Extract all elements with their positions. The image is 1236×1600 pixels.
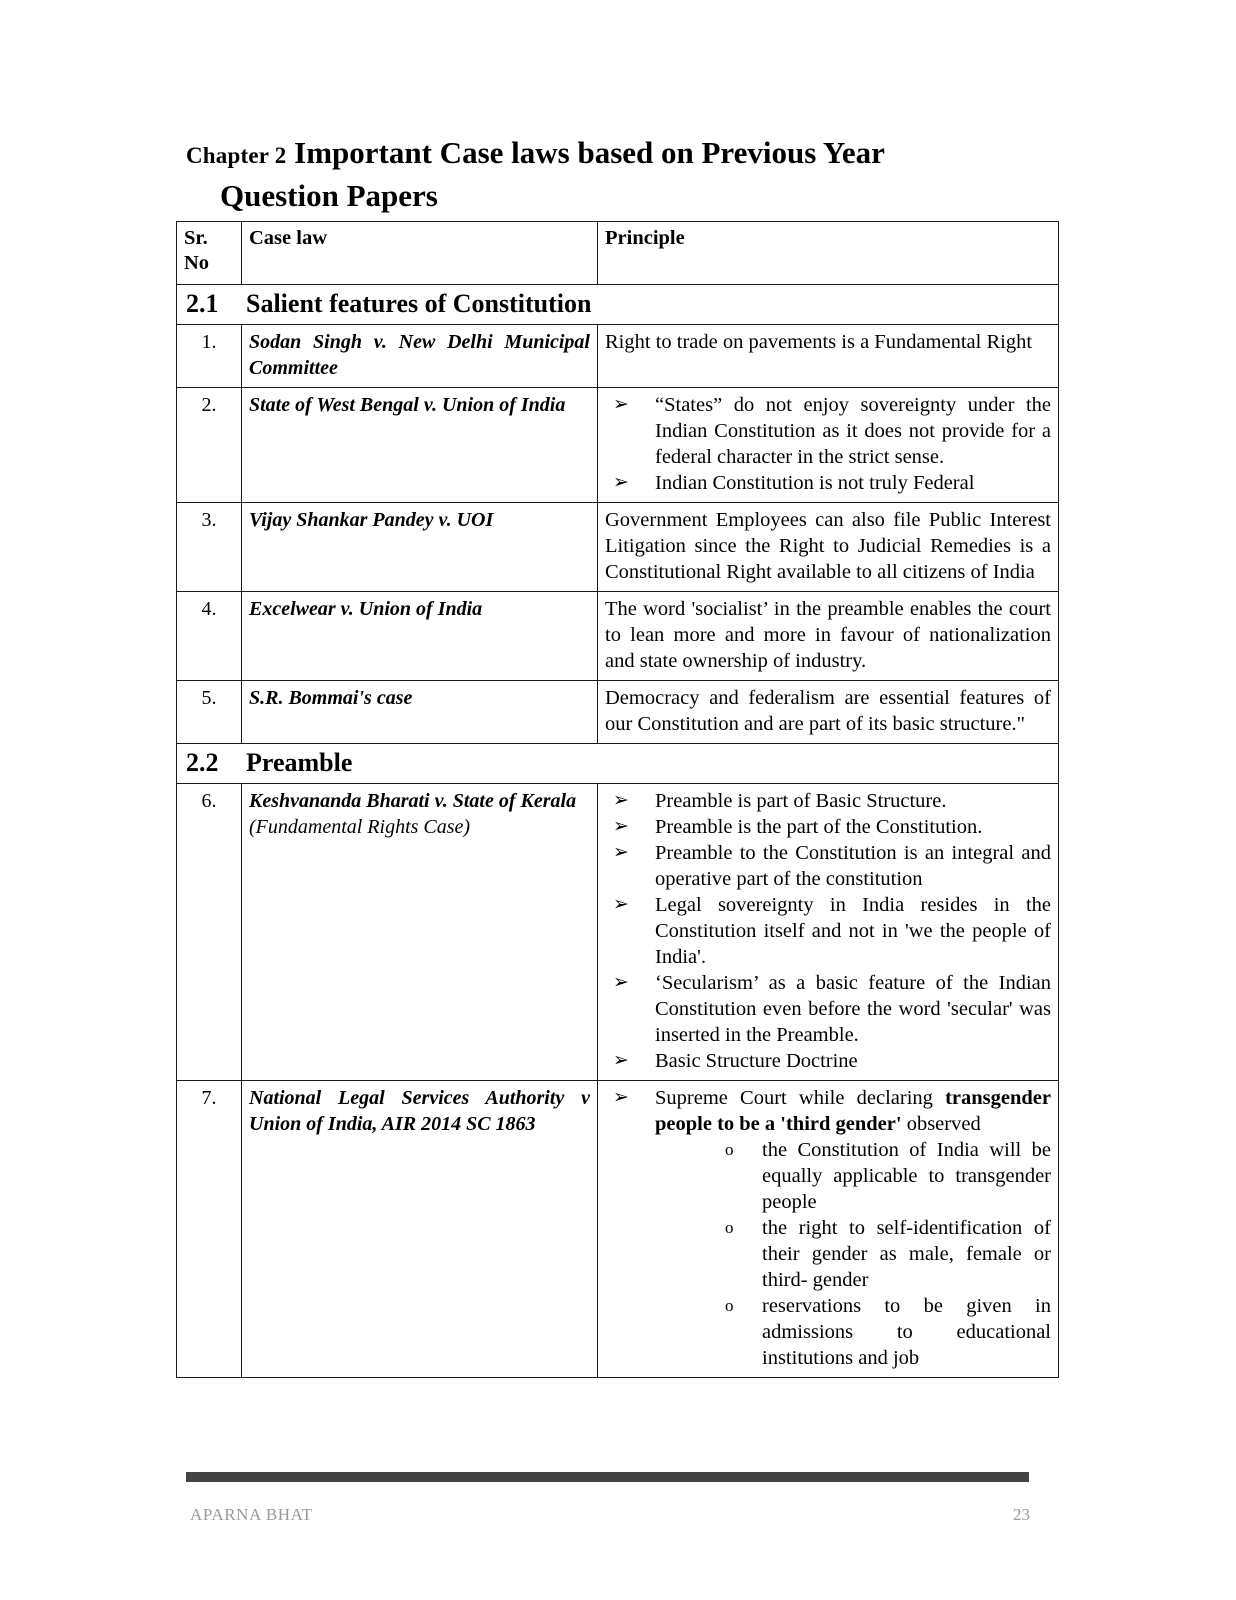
bullet-text: Preamble to the Constitution is an integral and operative part of the constitution xyxy=(655,842,1051,890)
bullet-item xyxy=(605,1085,1051,1371)
arrow-bullet-icon: ➢ xyxy=(613,790,629,811)
table-row xyxy=(177,503,1059,592)
bullet-item xyxy=(605,788,1051,814)
arrow-bullet-icon: ➢ xyxy=(613,842,629,863)
bullet-text: ‘Secularism’ as a basic feature of the Indian Constitution even before the word 'secular' was inserted in the Preamble. xyxy=(655,972,1051,1046)
bullet-item xyxy=(605,892,1051,970)
circle-bullet-icon: o xyxy=(725,1218,734,1237)
chapter-title-line2: Question Papers xyxy=(220,178,438,213)
column-header-case-law: Case law xyxy=(242,222,598,285)
row-principle xyxy=(598,681,1059,744)
section-heading-2-2 xyxy=(177,744,1059,784)
section-title: Preamble xyxy=(246,748,353,777)
table-body xyxy=(177,222,1059,1378)
section-number: 2.1 xyxy=(186,289,219,318)
bullet-lead-suffix: observed xyxy=(901,1113,981,1135)
bullet-item xyxy=(605,970,1051,1048)
principle-sub-bullet-list xyxy=(655,1137,1051,1371)
footer-author: APARNA BHAT xyxy=(190,1505,313,1524)
table-header-row xyxy=(177,222,1059,285)
section-number: 2.2 xyxy=(186,748,219,777)
chapter-heading xyxy=(186,133,1058,176)
arrow-bullet-icon: ➢ xyxy=(613,1087,629,1108)
row-serial-number: 6. xyxy=(177,784,242,1081)
section-heading-row xyxy=(177,285,1059,325)
case-law-title: Keshvananda Bharati v. State of Kerala xyxy=(249,790,577,812)
row-principle xyxy=(598,388,1059,503)
principle-bullet-list xyxy=(605,1085,1051,1371)
principle-text: Right to trade on pavements is a Fundamental Right xyxy=(605,331,1033,353)
sub-bullet-text: the Constitution of India will be equally applicable to transgender people xyxy=(762,1139,1051,1213)
bullet-item xyxy=(605,470,1051,496)
principle-text: Democracy and federalism are essential features of our Constitution and are part of its basic structure." xyxy=(605,687,1051,735)
bullet-text: Preamble is part of Basic Structure. xyxy=(655,790,947,812)
bullet-text: “States” do not enjoy sovereignty under the Indian Constitution as it does not provide for a federal character in the strict sense. xyxy=(655,394,1051,468)
table-row xyxy=(177,681,1059,744)
row-case-law: National Legal Services Authority v Union of India, AIR 2014 SC 1863 xyxy=(242,1081,598,1378)
sr-no-line1: Sr. xyxy=(184,227,208,249)
principle-bullet-list xyxy=(605,788,1051,1074)
table-row xyxy=(177,592,1059,681)
circle-bullet-icon: o xyxy=(725,1140,734,1159)
table-row xyxy=(177,784,1059,1081)
row-serial-number: 7. xyxy=(177,1081,242,1378)
arrow-bullet-icon: ➢ xyxy=(613,972,629,993)
column-header-principle: Principle xyxy=(598,222,1059,285)
sub-bullet-text: reservations to be given in admissions to educational institutions and job xyxy=(762,1295,1051,1369)
row-serial-number: 4. xyxy=(177,592,242,681)
arrow-bullet-icon: ➢ xyxy=(613,1050,629,1071)
sub-bullet-text: the right to self-identification of their gender as male, female or third- gender xyxy=(762,1217,1051,1291)
row-principle xyxy=(598,503,1059,592)
row-case-law: Sodan Singh v. New Delhi Municipal Committee xyxy=(242,325,598,388)
principle-bullet-list xyxy=(605,392,1051,496)
footer-rule xyxy=(186,1472,1029,1482)
table-row xyxy=(177,1081,1059,1378)
section-heading-2-1 xyxy=(177,285,1059,325)
chapter-title-line1: Important Case laws based on Previous Year xyxy=(294,135,885,170)
section-title: Salient features of Constitution xyxy=(246,289,592,318)
bullet-lead-prefix: Supreme Court while declaring xyxy=(655,1087,946,1109)
column-header-sr-no xyxy=(177,222,242,285)
circle-bullet-icon: o xyxy=(725,1296,734,1315)
row-principle xyxy=(598,592,1059,681)
bullet-text: Preamble is the part of the Constitution. xyxy=(655,816,983,838)
arrow-bullet-icon: ➢ xyxy=(613,394,629,415)
bullet-item xyxy=(605,840,1051,892)
bullet-item xyxy=(605,814,1051,840)
sub-bullet-item xyxy=(720,1215,1051,1293)
arrow-bullet-icon: ➢ xyxy=(613,894,629,915)
row-serial-number: 3. xyxy=(177,503,242,592)
bullet-lead-bold: transgender people to be a 'third gender' xyxy=(655,1087,1051,1135)
row-case-law: Vijay Shankar Pandey v. UOI xyxy=(242,503,598,592)
sub-bullet-item xyxy=(720,1293,1051,1371)
bullet-text: Basic Structure Doctrine xyxy=(655,1050,858,1072)
row-case-law: State of West Bengal v. Union of India xyxy=(242,388,598,503)
row-case-law: S.R. Bommai's case xyxy=(242,681,598,744)
bullet-item xyxy=(605,392,1051,470)
row-principle xyxy=(598,1081,1059,1378)
case-law-table xyxy=(176,221,1059,1378)
footer-page-number: 23 xyxy=(1013,1505,1030,1524)
sub-bullet-item xyxy=(720,1137,1051,1215)
case-law-subtitle: (Fundamental Rights Case) xyxy=(249,816,471,838)
row-principle xyxy=(598,325,1059,388)
row-case-law xyxy=(242,784,598,1081)
row-serial-number: 1. xyxy=(177,325,242,388)
chapter-label: Chapter 2 xyxy=(186,143,287,168)
table-row xyxy=(177,325,1059,388)
arrow-bullet-icon: ➢ xyxy=(613,816,629,837)
arrow-bullet-icon: ➢ xyxy=(613,472,629,493)
bullet-text: Legal sovereignty in India resides in the Constitution itself and not in 'we the people of India'. xyxy=(655,894,1051,968)
table-row xyxy=(177,388,1059,503)
principle-text: Government Employees can also file Public Interest Litigation since the Right to Judicial Remedies is a Constitutional Right available to all citizens of India xyxy=(605,509,1051,583)
principle-text: The word 'socialist’ in the preamble enables the court to lean more and more in favour of nationalization and state ownership of industry. xyxy=(605,598,1051,672)
bullet-text: Indian Constitution is not truly Federal xyxy=(655,472,975,494)
row-serial-number: 2. xyxy=(177,388,242,503)
section-heading-row xyxy=(177,744,1059,784)
row-serial-number: 5. xyxy=(177,681,242,744)
row-case-law: Excelwear v. Union of India xyxy=(242,592,598,681)
bullet-item xyxy=(605,1048,1051,1074)
row-principle xyxy=(598,784,1059,1081)
sr-no-line2: No xyxy=(184,252,210,274)
